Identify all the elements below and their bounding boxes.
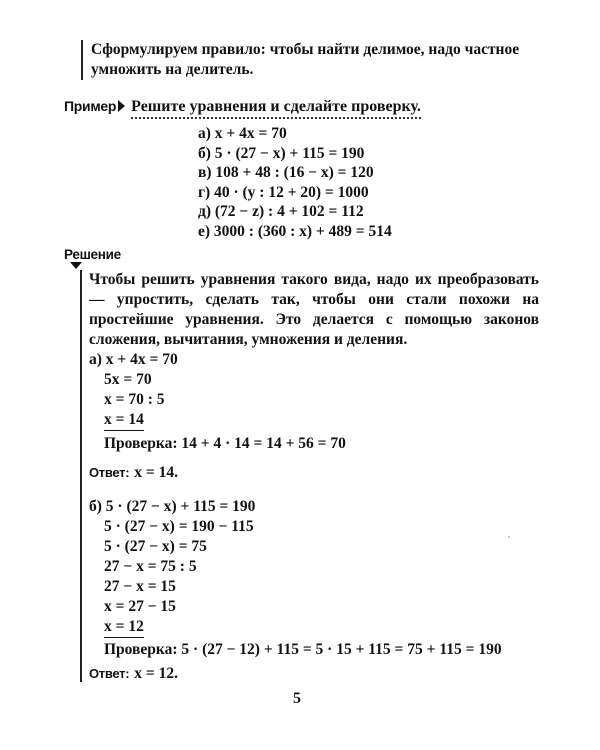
solution-label: Решение bbox=[64, 247, 121, 262]
answer-b bbox=[89, 664, 178, 684]
solution-b-line: 5 · (27 − x) = 190 − 115 bbox=[104, 518, 254, 535]
answer-label: Ответ: bbox=[89, 465, 130, 480]
answer-value: x = 14. bbox=[134, 464, 178, 481]
solution-a-line: а) x + 4x = 70 bbox=[89, 351, 178, 368]
print-speck bbox=[508, 536, 510, 538]
solution-a-check: Проверка: 14 + 4 · 14 = 14 + 56 = 70 bbox=[104, 435, 346, 452]
answer-a bbox=[89, 463, 178, 483]
task-item: б) 5 · (27 − x) + 115 = 190 bbox=[198, 144, 365, 162]
task-item: г) 40 · (y : 12 + 20) = 1000 bbox=[198, 183, 369, 201]
answer-value: x = 12. bbox=[134, 665, 178, 682]
example-title: Решите уравнения и сделайте проверку. bbox=[131, 98, 421, 119]
solution-a-line: 5x = 70 bbox=[104, 371, 152, 388]
task-item: е) 3000 : (360 : x) + 489 = 514 bbox=[198, 222, 392, 240]
task-item: д) (72 − z) : 4 + 102 = 112 bbox=[198, 203, 364, 220]
solution-a-line: x = 70 : 5 bbox=[104, 391, 165, 408]
task-item: в) 108 + 48 : (16 − x) = 120 bbox=[198, 164, 374, 181]
solution-b-line: б) 5 · (27 − x) + 115 = 190 bbox=[89, 498, 256, 515]
example-label: Пример bbox=[64, 98, 117, 114]
task-item: а) x + 4x = 70 bbox=[198, 125, 287, 142]
solution-b-line: 27 − x = 15 bbox=[104, 578, 176, 595]
rule-text: Сформулируем правило: чтобы найти делимое, надо частное умножить на делитель. bbox=[91, 41, 520, 78]
solution-sidebar-line bbox=[80, 270, 82, 682]
answer-label: Ответ: bbox=[89, 666, 130, 681]
triangle-down-icon bbox=[70, 262, 82, 269]
solution-b-result: x = 12 bbox=[104, 617, 144, 638]
solution-b-check: Проверка: 5 · (27 − 12) + 115 = 5 · 15 + 115 = 75 + 115 = 190 bbox=[104, 641, 502, 658]
task-list bbox=[198, 124, 392, 241]
solution-intro: Чтобы решить уравнения такого вида, надо их преобразовать — упростить, сделать так, чтобы они стали похожи на простейшие уравнения. Это делается с помощью законов сложения, вычитания, умножения и деления. bbox=[89, 271, 539, 348]
page-number: 5 bbox=[293, 690, 301, 707]
rule-box bbox=[81, 40, 561, 80]
triangle-right-icon bbox=[118, 100, 125, 112]
solution-b-line: 27 − x = 75 : 5 bbox=[104, 558, 197, 575]
example-header bbox=[64, 98, 421, 120]
solution-b-line: x = 27 − 15 bbox=[104, 598, 176, 615]
solution-b-line: 5 · (27 − x) = 75 bbox=[104, 538, 207, 555]
solution-a-result: x = 14 bbox=[104, 410, 144, 431]
